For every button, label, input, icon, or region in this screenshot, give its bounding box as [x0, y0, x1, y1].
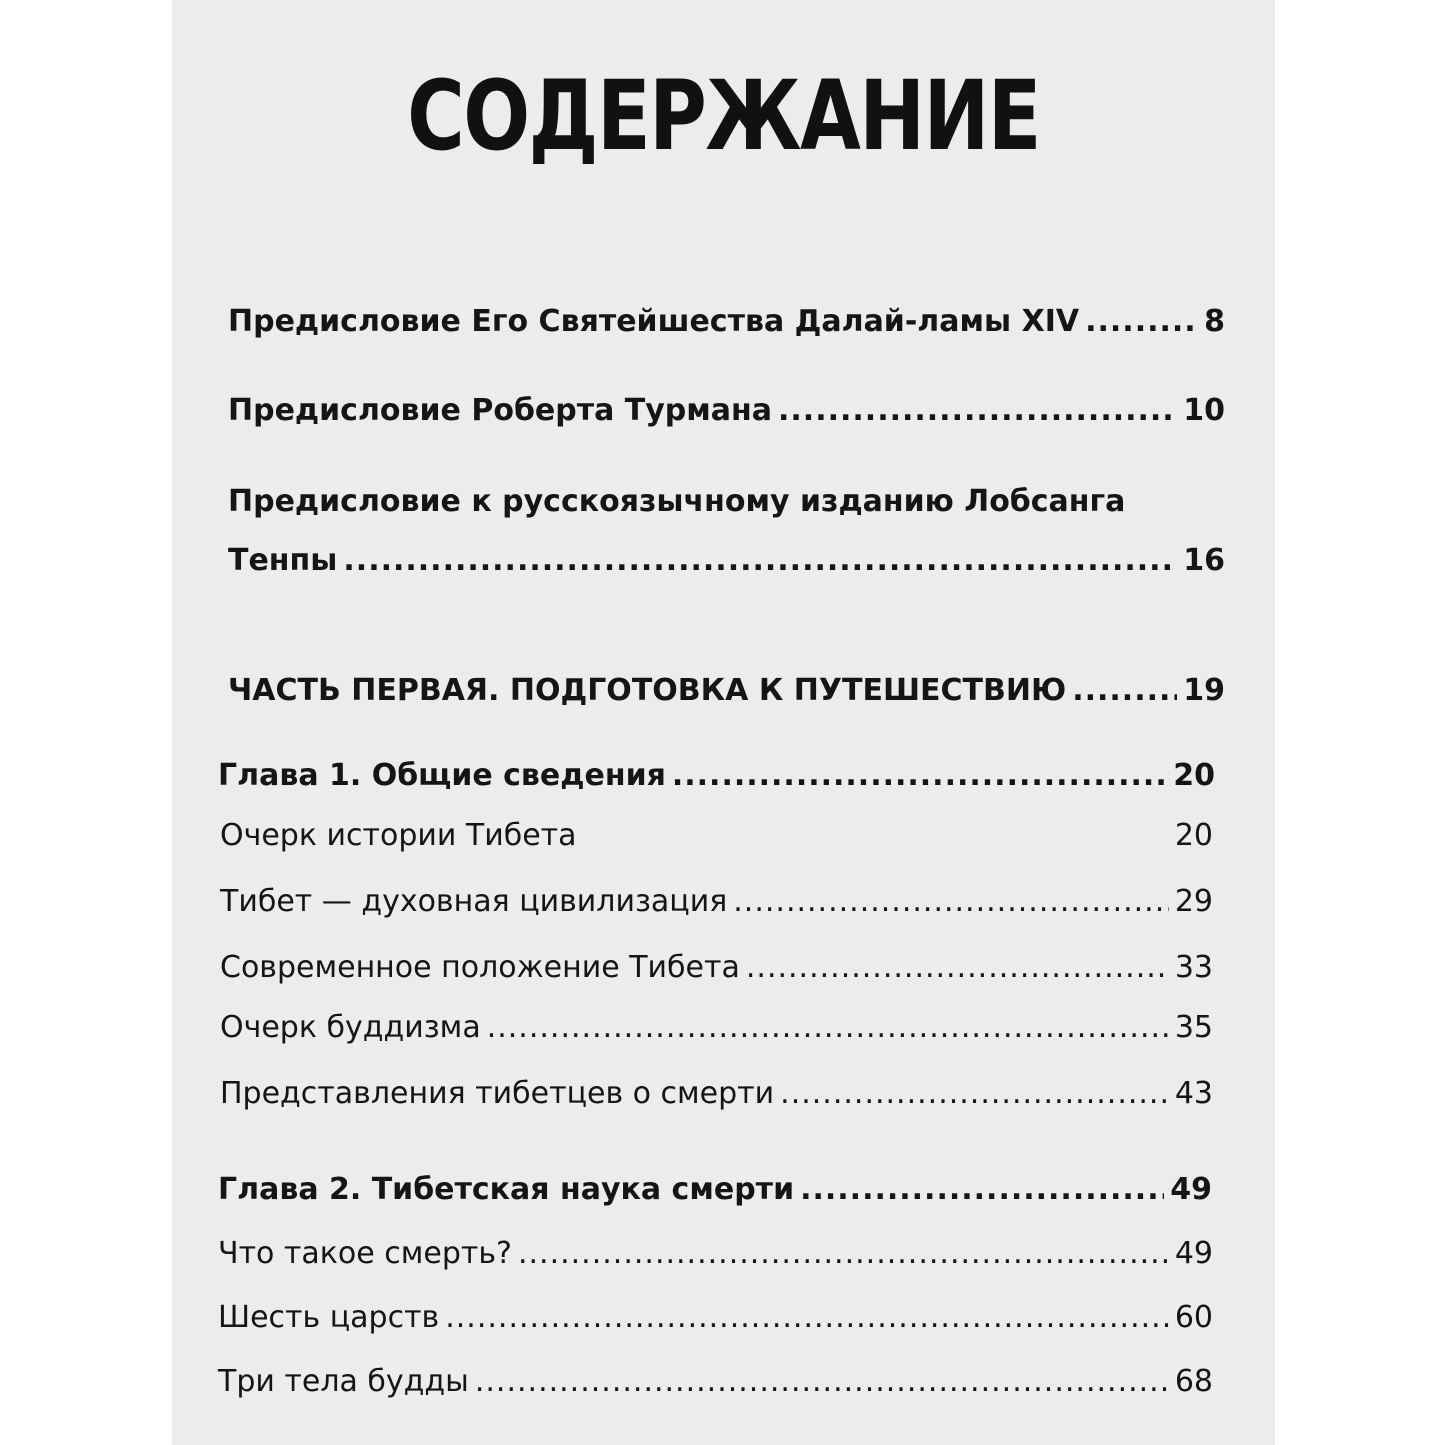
toc-dot-leader: [672, 758, 1167, 793]
toc-page-number: 20: [1174, 818, 1213, 853]
toc-entry: [220, 884, 1213, 919]
toc-page-number: 43: [1174, 1076, 1213, 1111]
toc-entry: [220, 818, 1213, 853]
toc-entry-text: Представления тибетцев о смерти: [220, 1076, 775, 1111]
toc-dot-leader: [343, 543, 1177, 578]
toc-entry-text: Тибет — духовная цивилизация: [220, 884, 728, 919]
toc-page-number: 20: [1173, 758, 1215, 793]
toc-dot-leader: [746, 950, 1169, 985]
toc-dot-leader: [487, 1010, 1169, 1045]
toc-dot-leader: [778, 393, 1177, 428]
toc-page-number: 68: [1174, 1364, 1213, 1399]
page-title: СОДЕРЖАНИЕ: [407, 60, 1040, 172]
toc-page-number: 10: [1183, 393, 1225, 428]
toc-entry-text: Современное положение Тибета: [220, 950, 740, 985]
toc-dot-leader: [780, 1076, 1169, 1111]
toc-entry-text: Очерк буддизма: [220, 1010, 481, 1045]
toc-dot-leader: [518, 1236, 1169, 1271]
toc-chapter-heading: [218, 1172, 1212, 1207]
toc-entry-text: Очерк истории Тибета: [220, 818, 577, 853]
toc-entry-text: ЧАСТЬ ПЕРВАЯ. ПОДГОТОВКА К ПУТЕШЕСТВИЮ: [228, 673, 1067, 708]
toc-entry: [220, 950, 1213, 985]
toc-page-number: 19: [1183, 673, 1225, 708]
toc-entry: [218, 1300, 1213, 1335]
toc-entry-text: Предисловие Роберта Турмана: [228, 393, 773, 428]
toc-entry-text: Шесть царств: [218, 1300, 440, 1335]
book-page: [172, 0, 1275, 1445]
toc-dot-leader: [800, 1172, 1164, 1207]
toc-entry-text: Предисловие Его Святейшества Далай-ламы XIV: [228, 304, 1080, 339]
toc-entry: [220, 1076, 1213, 1111]
toc-entry: [228, 393, 1225, 428]
toc-page-number: 35: [1174, 1010, 1213, 1045]
toc-entry: [228, 304, 1225, 339]
toc-page-number: 8: [1204, 304, 1225, 339]
toc-page-number: 16: [1183, 543, 1225, 578]
toc-entry-text: Глава 1. Общие сведения: [218, 758, 666, 793]
toc-entry: [220, 1010, 1213, 1045]
toc-entry: [218, 1364, 1213, 1399]
toc-part-heading: [228, 673, 1225, 708]
toc-entry: [218, 1236, 1213, 1271]
toc-page-number: 49: [1174, 1236, 1213, 1271]
toc-page-number: 49: [1170, 1172, 1212, 1207]
toc-dot-leader: [475, 1364, 1169, 1399]
toc-page-number: 60: [1174, 1300, 1213, 1335]
toc-entry-text: Три тела будды: [218, 1364, 469, 1399]
toc-chapter-heading: [218, 758, 1215, 793]
toc-dot-leader: [1072, 673, 1177, 708]
toc-dot-leader: [1085, 304, 1198, 339]
toc-page-number: 33: [1174, 950, 1213, 985]
toc-entry: [228, 543, 1225, 578]
toc-page-number: 29: [1174, 884, 1213, 919]
toc-entry-text-line2: Тенпы: [228, 543, 338, 578]
toc-dot-leader: [733, 884, 1169, 919]
toc-entry-text: Глава 2. Тибетская наука смерти: [218, 1172, 795, 1207]
toc-entry-text: Что такое смерть?: [218, 1236, 512, 1271]
toc-dot-leader: [445, 1300, 1169, 1335]
toc-entry-text-line1: Предисловие к русскоязычному изданию Лобсанга: [228, 484, 1126, 519]
